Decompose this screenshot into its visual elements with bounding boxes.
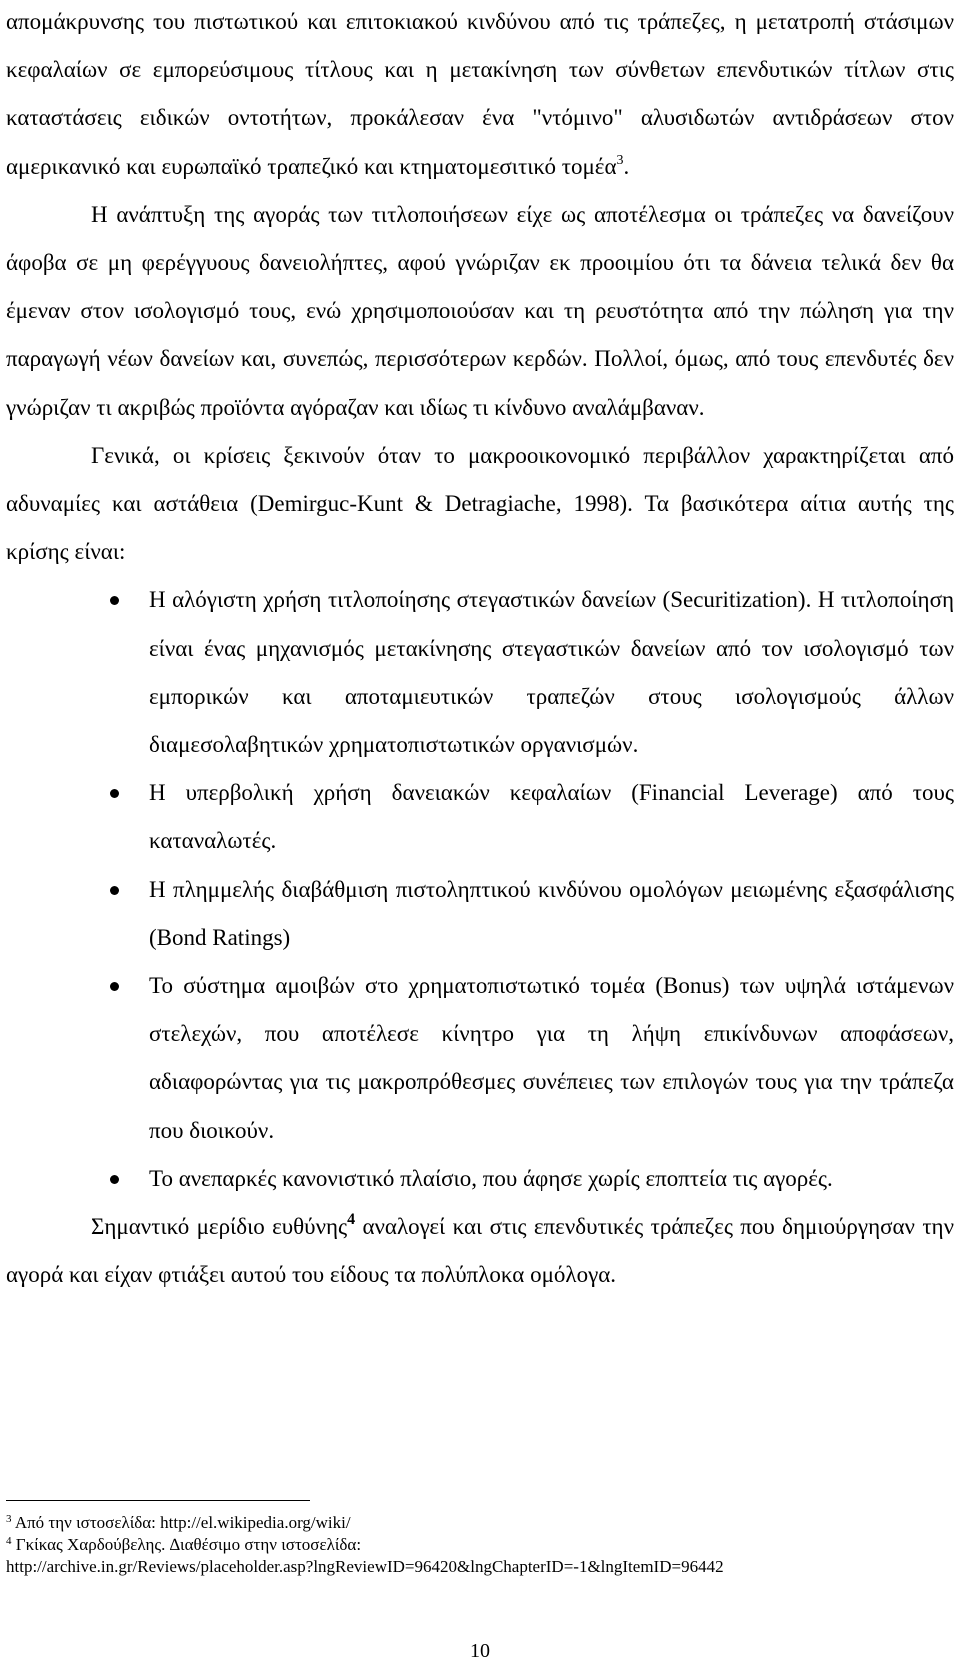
paragraph-1 <box>6 0 954 191</box>
footnote-text[interactable]: Από την ιστοσελίδα: http://el.wikipedia.org/wiki/ <box>14 1513 351 1532</box>
list-item-text: Το ανεπαρκές κανονιστικό πλαίσιο, που άφησε χωρίς εποπτεία τις αγορές. <box>149 1165 833 1191</box>
footnote-3 <box>6 1512 954 1534</box>
list-item-text: Η αλόγιστη χρήση τιτλοποίησης στεγαστικών δανείων (Securitization). Η τιτλοποίηση είναι ένας μηχανισμός μετακίνησης στεγαστικών δανείων από τον ισολογισμό των εμπορικών και αποταμιευτικών τραπεζών στους ισολογισμούς άλλων διαμεσολαβητικών χρηματοπιστωτικών οργανισμών. <box>149 587 954 758</box>
paragraph-4-lead: Σημαντικό μερίδιο ευθύνης <box>91 1214 348 1240</box>
list-item <box>6 769 954 865</box>
paragraph-3: Γενικά, οι κρίσεις ξεκινούν όταν το μακροοικονομικό περιβάλλον χαρακτηρίζεται από αδυναμίες και αστάθεια (Demirguc-Kunt & Detragiache, 1998). Τα βασικότερα αίτια αυτής της κρίσης είναι: <box>6 442 954 565</box>
footnotes <box>6 1512 954 1578</box>
footnote-link[interactable]: http://archive.in.gr/Reviews/placeholder.asp?lngReviewID=96420&lngChapterID=-1&lngItemID=96442 <box>6 1557 724 1576</box>
list-item-text: Η υπερβολική χρήση δανειακών κεφαλαίων (Financial Leverage) από τους καταναλωτές. <box>149 780 954 854</box>
paragraph-2: Η ανάπτυξη της αγοράς των τιτλοποιήσεων είχε ως αποτέλεσμα οι τράπεζες να δανείζουν άφοβα σε μη φερέγγυους δανειολήπτες, αφού γνώριζαν εκ προοιμίου ότι τα δάνεια τελικά δεν θα έμεναν στον ισολογισμό τους, ενώ χρησιμοποιούσαν και τη ρευστότητα από την πώληση για την παραγωγή νέων δανείων και, συνεπώς, περισσότερων κερδών. Πολλοί, όμως, από τους επενδυτές δεν γνώριζαν τι ακριβώς προϊόντα αγόραζαν και ιδίως τι κίνδυνο αναλάμβαναν. <box>6 201 954 420</box>
footnote-number: 4 <box>6 1535 12 1547</box>
list-item <box>6 1155 954 1203</box>
list-item <box>6 866 954 962</box>
list-item-text: Το σύστημα αμοιβών στο χρηματοπιστωτικό τομέα (Bonus) των υψηλά ιστάμενων στελεχών, που αποτέλεσε κίνητρο για τη λήψη επικίνδυνων αποφάσεων, αδιαφορώντας για τις μακροπρόθεσμες συνέπειες των επιλογών τους για την τράπεζα που διοικούν. <box>149 973 954 1143</box>
footnote-text: Γκίκας Χαρδούβελης. ∆ιαθέσιμο στην ιστοσελίδα: <box>15 1535 362 1554</box>
list-item <box>6 962 954 1155</box>
bullet-icon <box>110 1175 119 1184</box>
bullet-icon <box>110 982 119 991</box>
causes-list <box>6 576 954 1203</box>
bullet-icon <box>110 596 119 605</box>
bullet-icon <box>110 886 119 895</box>
footnote-number: 3 <box>6 1513 12 1525</box>
paragraph-1-trailing: . <box>623 153 630 179</box>
list-item <box>6 576 954 769</box>
page-number: 10 <box>470 1640 490 1662</box>
footnote-ref-4[interactable]: 4 <box>347 1211 356 1229</box>
footnote-4 <box>6 1534 954 1556</box>
paragraph-4 <box>6 1203 954 1299</box>
paragraph-4-text: αναλογεί και στις επενδυτικές τράπεζες που δημιούργησαν την αγορά και είχαν φτιάξει αυτού του είδους τα πολύπλοκα ομόλογα. <box>6 1214 954 1288</box>
list-item-text: Η πλημμελής διαβάθμιση πιστοληπτικού κινδύνου ομολόγων μειωμένης εξασφάλισης (Bond Ratings) <box>149 876 954 950</box>
body-text <box>6 0 954 1299</box>
footnote-ref-3[interactable]: 3 <box>616 152 624 168</box>
bullet-icon <box>110 789 119 798</box>
paragraph-1-text: απομάκρυνσης του πιστωτικού και επιτοκιακού κινδύνου από τις τράπεζες, η μετατροπή στάσιμων κεφαλαίων σε εμπορεύσιμους τίτλους και η μετακίνηση των σύνθετων επενδυτικών τίτλων στις καταστάσεις ειδικών οντοτήτων, προκάλεσαν ένα "ντόμινο" αλυσιδωτών αντιδράσεων στον αμερικανικό και ευρωπαϊκό τραπεζικό και κτηματομεσιτικό τομέα <box>6 9 954 179</box>
footnote-separator <box>6 1500 310 1501</box>
footnote-4-url <box>6 1556 954 1578</box>
